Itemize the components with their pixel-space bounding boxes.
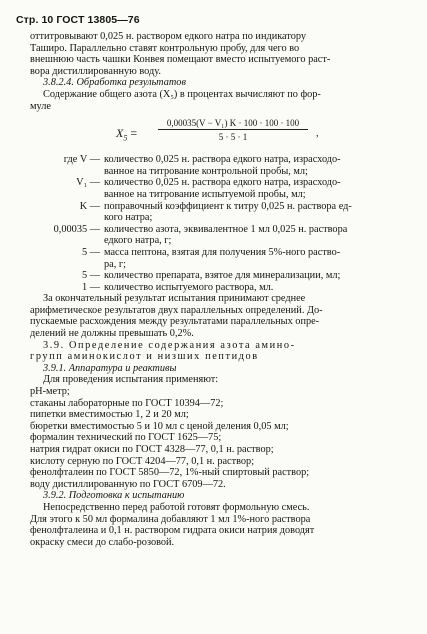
section-heading-391: 3.9.1. Аппаратура и реактивы xyxy=(43,362,177,374)
definition-symbol: V₁ — xyxy=(76,177,100,189)
formula-variable: X xyxy=(116,126,124,141)
text-line: Непосредственно перед работой готовят формольную смесь. xyxy=(43,501,310,513)
definition-text: количество испытуемого раствора, мл. xyxy=(104,281,274,293)
definition-symbol-row xyxy=(30,154,410,166)
definition-symbol: 5 — xyxy=(81,270,100,282)
list-item: пипетки вместимостью 1, 2 и 20 мл; xyxy=(30,409,189,421)
definition-symbol: K — xyxy=(79,200,100,212)
definition-text: масса пептона, взятая для получения 5%-ного раство- xyxy=(104,246,341,258)
definition-symbol-row xyxy=(30,177,410,189)
paragraph-2 xyxy=(30,89,410,112)
definition-text: количество 0,025 н. раствора едкого натра, израсходо- xyxy=(104,154,341,166)
text-line: За окончательный результат испытания принимают среднее xyxy=(43,293,306,305)
list-item: воду дистиллированную по ГОСТ 6709—72. xyxy=(30,478,226,490)
text-line: окраску смеси до слабо-розовой. xyxy=(30,536,175,548)
text-line: внешнюю часть чашки Конвея помещают вместо испытуемого раст- xyxy=(30,54,331,66)
definition-symbol-row xyxy=(30,201,410,213)
section-heading-39-cont: групп аминокислот и низших пептидов xyxy=(30,351,259,363)
text-line: делений не должны превышать 0,2%. xyxy=(30,328,194,340)
text-line: оттитровывают 0,025 н. раствором едкого натра по индикатору xyxy=(30,31,307,42)
list-item: стаканы лабораторные по ГОСТ 10394—72; xyxy=(30,397,224,409)
document-body xyxy=(30,31,410,548)
definition-text: количество 0,025 н. раствора едкого натра, израсходо- xyxy=(104,177,341,189)
text-line: Содержание общего азота (X₅) в процентах вычисляют по фор- xyxy=(43,88,321,100)
equipment-list xyxy=(30,374,410,490)
section-heading-39: 3.9. Определение содержания азота амино- xyxy=(43,339,296,351)
paragraph-4 xyxy=(30,502,410,548)
definition-text: поправочный коэффициент к титру 0,025 н. раствора ед- xyxy=(104,200,352,212)
formula xyxy=(30,116,410,152)
formula-denominator: 5 · 5 · 1 xyxy=(218,132,248,143)
section-heading-392: 3.9.2. Подготовка к испытанию xyxy=(43,490,185,502)
definition-text: количество азота, эквивалентное 1 мл 0,025 н. раствора xyxy=(104,223,348,235)
paragraph-3 xyxy=(30,293,410,339)
definition-symbol: 5 — xyxy=(81,246,100,258)
definition-symbol-row xyxy=(30,224,410,236)
definition-symbol-row xyxy=(30,282,410,294)
text-line: Для этого к 50 мл формалина добавляют 1 мл 1%-ного раствора xyxy=(30,513,311,525)
definition-continuation: едкого натра, г; xyxy=(104,235,172,247)
definitions-list xyxy=(30,154,410,293)
definition-symbol: где V — xyxy=(63,154,100,166)
definition-continuation: ра, г; xyxy=(104,258,126,270)
list-item: Для проведения испытания применяют: xyxy=(43,374,219,386)
text-line: пускаемые расхождения между результатами параллельных опре- xyxy=(30,316,320,328)
formula-comma: , xyxy=(316,128,319,140)
text-line: Таширо. Параллельно ставят контрольную пробу, для чего во xyxy=(30,42,300,54)
text-line: арифметическое результатов двух параллельных определений. До- xyxy=(30,304,323,316)
definition-continuation: кого натра; xyxy=(104,212,153,224)
text-line: муле xyxy=(30,100,51,112)
formula-equals: = xyxy=(127,126,138,141)
list-item: формалин технический по ГОСТ 1625—75; xyxy=(30,432,222,444)
definition-continuation: ванное на титрование контрольной пробы, мл; xyxy=(104,165,308,177)
definition-symbol-row xyxy=(30,270,410,282)
text-line: вора дистиллированную воду. xyxy=(30,65,161,77)
list-item: фенолфталеин по ГОСТ 5850—72, 1%-ный спиртовый раствор; xyxy=(30,467,310,479)
formula-fraction xyxy=(158,118,308,142)
section-heading-3824: 3.8.2.4. Обработка результатов xyxy=(43,77,186,89)
formula-subscript: 5 xyxy=(123,133,128,143)
definition-symbol: 1 — xyxy=(81,281,100,293)
list-item: натрия гидрат окиси по ГОСТ 4328—77, 0,1 н. раствор; xyxy=(30,444,274,455)
definition-symbol-row xyxy=(30,247,410,259)
page-header: Стр. 10 ГОСТ 13805—76 xyxy=(16,14,140,26)
formula-numerator: 0,00035(V − V₁) K · 100 · 100 · 100 xyxy=(158,118,308,130)
list-item: кислоту серную по ГОСТ 4204—77, 0,1 н. раствор; xyxy=(30,455,255,467)
list-item: pH-метр; xyxy=(30,386,70,398)
definition-text: количество препарата, взятое для минерализации, мл; xyxy=(104,270,341,282)
text-line: фенолфталеина и 0,1 н. раствором гидрата окиси натрия доводят xyxy=(30,525,315,537)
paragraph-1 xyxy=(30,31,410,77)
list-item: бюретки вместимостью 5 и 10 мл с ценой деления 0,05 мл; xyxy=(30,420,289,432)
definition-continuation: ванное на титрование испытуемой пробы, мл; xyxy=(104,188,306,200)
formula-lhs xyxy=(116,126,137,142)
definition-symbol: 0,00035 — xyxy=(53,223,100,235)
